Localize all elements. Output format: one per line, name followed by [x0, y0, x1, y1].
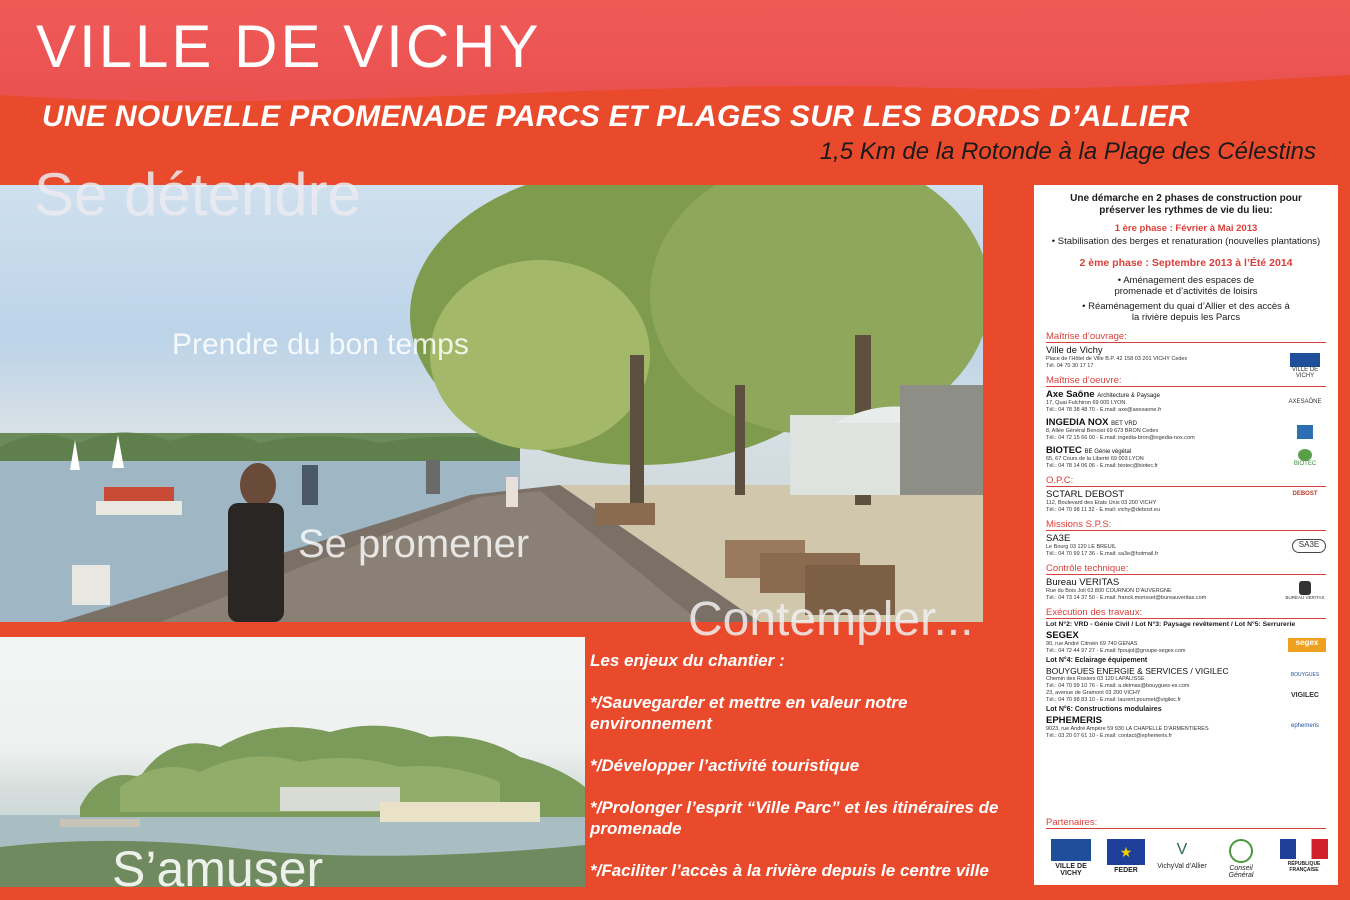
logo-vigilec: VIGILEC — [1290, 692, 1319, 699]
logo-biotec: BIOTEC — [1284, 449, 1326, 469]
entry-ephemeris: EPHEMERIS 9023, rue André Ampère 59 930 LA CHAPELLE D’ARMENTIERES Tél.: 03 20 07 61 10 - E.mail: contact@ephemeris.fr ephemeris — [1046, 715, 1326, 740]
lot4-title: Lot N°4: Eclairage équipement — [1046, 657, 1148, 664]
section-sps: Missions S.P.S: — [1046, 515, 1326, 531]
panel-intro: Une démarche en 2 phases de construction pour préserver les rythmes de vie du lieu: — [1070, 193, 1302, 216]
section-partenaires: Partenaires: — [1046, 813, 1326, 829]
partner-ville-de-vichy: VILLE DE VICHY — [1046, 839, 1096, 877]
phase1-title: 1 ère phase : Février à Mai 2013 — [1114, 223, 1258, 234]
logo-bouygues: BOUYGUES — [1290, 672, 1320, 678]
partner-conseil-general: Conseil Général — [1216, 839, 1266, 877]
section-maitrise-ouvrage: Maîtrise d’ouvrage: — [1046, 327, 1326, 343]
enjeux-item: */Prolonger l’esprit “Ville Parc” et les itinéraires de promenade — [590, 798, 999, 838]
enjeux-heading: Les enjeux du chantier : — [590, 651, 785, 670]
section-execution-travaux: Exécution des travaux: — [1046, 603, 1326, 619]
entry-bureau-veritas: Bureau VERITAS Rue du Bois Joli 63 800 COURNON D’AUVERGNE Tél.: 04 73 14 37 50 - E.mail: franck.morisset@bureauveritas.com BUREAU VERITAS — [1046, 577, 1325, 601]
logo-axe-saone: AXESAÔNE — [1288, 399, 1322, 405]
entry-biotec: BIOTEC BE Génie végétal 65, 67 Cours de la Liberté 69 003 LYON Tél.: 04 78 14 06 06 - E.mail: biotec@biotec.fr BIOTEC — [1046, 445, 1326, 471]
enjeux-block — [590, 650, 1030, 900]
phase2-title: 2 ème phase : Septembre 2013 à l’Été 2014 — [1079, 257, 1293, 269]
entry-ingedia-nox: INGEDIA NOX BET VRD 8, Allée Général Benoist 69 673 BRON Cedex Tél.: 04 72 15 66 00 - E.mail: ingedia-bron@ingedia-nox.com — [1046, 417, 1326, 443]
entry-sctarl-debost: SCTARL DEBOST 112, Boulevard des Etats Unis 03 200 VICHY Tél.: 04 70 98 11 32 - E.mail: vichy@debost.eu DEBOST — [1046, 489, 1326, 515]
partners-row — [1046, 837, 1328, 877]
partner-republique-francaise: RÉPUBLIQUE FRANÇAISE — [1276, 839, 1332, 877]
overlay-se-detendre: Se détendre — [34, 161, 361, 228]
lot6-title: Lot N°6: Constructions modulaires — [1046, 706, 1162, 713]
page-subline: 1,5 Km de la Rotonde à la Plage des Célestins — [819, 138, 1316, 165]
section-opc: O.P.C: — [1046, 471, 1326, 487]
enjeux-item: */Sauvegarder et mettre en valeur notre environnement — [590, 693, 908, 733]
overlay-contempler: Contempler... — [688, 593, 974, 646]
section-controle-technique: Contrôle technique: — [1046, 559, 1326, 575]
section-maitrise-oeuvre: Maîtrise d’oeuvre: — [1046, 371, 1326, 387]
phase2-bullet: • Aménagement des espaces de promenade et d’activités de loisirs — [1114, 275, 1258, 297]
logo-sa3e: SA3E — [1292, 539, 1326, 553]
entry-sa3e: SA3E Le Bourg 03 120 LE BREUIL Tél.: 04 70 99 17 36 - E.mail: sa3e@hotmail.fr SA3E — [1046, 533, 1326, 559]
page-title: VILLE DE VICHY — [36, 13, 542, 80]
logo-segex: segex — [1288, 638, 1326, 652]
logo-ephemeris: ephemeris — [1290, 723, 1319, 729]
logo-ville-de-vichy: VILLE DE VICHY — [1284, 353, 1326, 373]
info-panel — [1034, 185, 1338, 885]
logo-bureau-veritas: BUREAU VERITAS — [1284, 581, 1326, 601]
partner-feder: ★ FEDER — [1104, 839, 1148, 877]
logo-ingedia — [1284, 421, 1326, 441]
phase1-bullet: • Stabilisation des berges et renaturation (nouvelles plantations) — [1051, 236, 1321, 247]
logo-debost: DEBOST — [1292, 491, 1318, 497]
partner-vichy-val-allier: V VichyVal d’Allier — [1157, 841, 1207, 870]
overlay-prendre-du-bon-temps: Prendre du bon temps — [172, 328, 469, 361]
entry-bouygues-vigilec: BOUYGUES ENERGIE & SERVICES / VIGILEC Chemin des Rosiers 03 120 LAPALISSE Tél.: 04 70 99 10 76 - E.mail: a.delmas@bouygues-es.com 23, avenue de Gramont 03 200 VICHY Tél.: 04 70 98 83 10 - E.mail: laurent.pournet@vigilec.fr BOUYGUES VIGILEC — [1046, 666, 1326, 704]
phase2-bullet: • Réaménagement du quai d’Allier et des accès à la rivière depuis les Parcs — [1082, 301, 1290, 323]
entry-axe-saone: Axe Saône Architecture & Paysage 17, Quai Fulchiron 69 005 LYON Tél.: 04 78 38 48 70 - E.mail: axe@axesaone.fr AXESAÔNE — [1046, 389, 1326, 415]
enjeux-item: */Développer l’activité touristique — [590, 756, 860, 775]
overlay-se-promener: Se promener — [298, 522, 530, 566]
entry-segex: SEGEX 90, rue André Citroën 69 740 GENAS Tél.: 04 72 44 97 27 - E.mail: fpoujol@groupe-segex.com segex — [1046, 630, 1326, 655]
entry-ville-de-vichy: Ville de Vichy Place de l’Hôtel de Ville B.P. 42 158 03 201 VICHY Cedex Tél. 04 70 30 17 17 VILLE DE VICHY — [1046, 345, 1326, 371]
enjeux-item: */Faciliter l’accès à la rivière depuis le centre ville — [590, 861, 989, 880]
page-subtitle: UNE NOUVELLE PROMENADE PARCS ET PLAGES SUR LES BORDS D’ALLIER — [42, 100, 1190, 133]
overlay-s-amuser: S’amuser — [112, 841, 324, 897]
lot2-title: Lot N°2: VRD - Génie Civil / Lot N°3: Paysage revêtement / Lot N°5: Serrurerie — [1046, 621, 1296, 628]
